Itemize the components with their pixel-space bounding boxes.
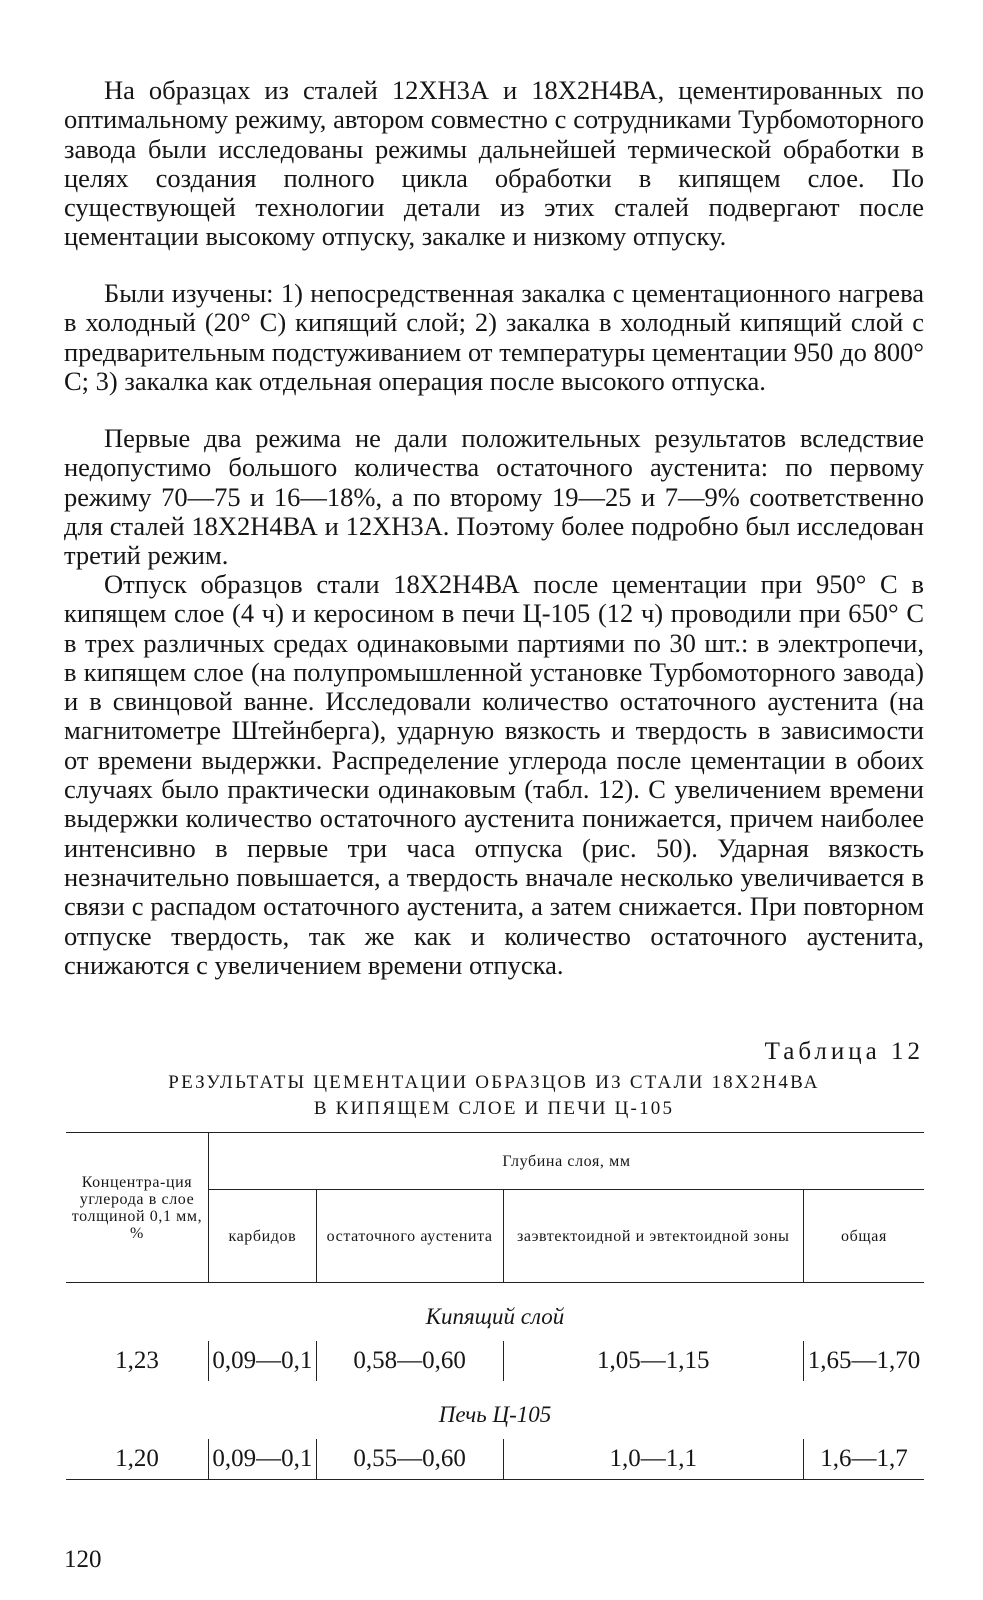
cell-carbides: 0,09—0,1 — [209, 1341, 317, 1381]
results-table — [66, 1132, 924, 1480]
table-row — [66, 1439, 924, 1480]
section-fluidized-bed: Кипящий слой — [425, 1304, 565, 1329]
subheader-total: общая — [803, 1190, 924, 1283]
cell-total: 1,65—1,70 — [803, 1341, 924, 1381]
cell-eutectoid: 1,05—1,15 — [503, 1341, 803, 1381]
header-carbon-concentration: Концентра-ция углерода в слое толщиной 0,1 мм, % — [66, 1133, 209, 1283]
cell-total: 1,6—1,7 — [803, 1439, 924, 1480]
table-label: Таблица 12 — [764, 1038, 924, 1065]
subheader-eutectoid-zone: заэвтектоидной и эвтектоидной зоны — [503, 1190, 803, 1283]
table-row — [66, 1341, 924, 1381]
paragraph-1: На образцах из сталей 12ХН3А и 18Х2Н4ВА, цементированных по оптимальному режиму, автором совместно с сотрудниками Турбомоторного завода были исследованы режимы дальнейшей термической обработки в целях создания полного цикла обработки в кипящем слое. По существующей технологии детали из этих сталей подвергают после цементации высокому отпуску, закалке и низкому отпуску. — [64, 75, 924, 252]
cell-carbon: 1,23 — [115, 1347, 159, 1374]
section-furnace: Печь Ц-105 — [438, 1402, 552, 1427]
cell-austenite: 0,55—0,60 — [316, 1439, 503, 1480]
paragraph-2: Были изучены: 1) непосредственная закалка с цементационного нагрева в холодный (20° С) кипящий слой; 2) закалка в холодный кипящий слой с предварительным подстуживанием от температуры цементации 950 до 800° С; 3) закалка как отдельная операция после высокого отпуска. — [64, 278, 924, 396]
table-title — [64, 1070, 924, 1122]
cell-carbon: 1,20 — [66, 1439, 209, 1480]
cell-austenite: 0,58—0,60 — [316, 1341, 503, 1381]
table-title-line-2: В КИПЯЩЕМ СЛОЕ И ПЕЧИ Ц-105 — [313, 1098, 675, 1119]
subheader-carbides: карбидов — [209, 1190, 317, 1283]
cell-eutectoid: 1,0—1,1 — [503, 1439, 803, 1480]
header-layer-depth: Глубина слоя, мм — [209, 1133, 925, 1190]
subheader-residual-austenite: остаточного аустенита — [316, 1190, 503, 1283]
table-title-line-1: РЕЗУЛЬТАТЫ ЦЕМЕНТАЦИИ ОБРАЗЦОВ ИЗ СТАЛИ 18Х2Н4ВА — [168, 1072, 820, 1093]
paragraph-4: Отпуск образцов стали 18Х2Н4ВА после цементации при 950° С в кипящем слое (4 ч) и керосином в печи Ц-105 (12 ч) проводили при 650° С в трех различных средах одинаковыми партиями по 30 шт.: в электропечи, в кипящем слое (на полупромышленной установке Турбомоторного завода) и в свинцовой ванне. Исследовали количество остаточного аустенита (на магнитометре Штейнберга), ударную вязкость и твердость в зависимости от времени выдержки. Распределение углерода после цементации в обоих случаях было практически одинаковым (табл. 12). С увеличением времени выдержки количество остаточного аустенита понижается, причем наиболее интенсивно в первые три часа отпуска (рис. 50). Ударная вязкость незначительно повышается, а твердость вначале несколько увеличивается в связи с распадом остаточного аустенита, а затем снижается. При повторном отпуске твердость, так же как и количество остаточного аустенита, снижаются с увеличением времени отпуска. — [64, 569, 924, 980]
paragraph-3: Первые два режима не дали положительных результатов вследствие недопустимо большого количества остаточного аустенита: по первому режиму 70—75 и 16—18%, а по второму 19—25 и 7—9% соответственно для сталей 18Х2Н4ВА и 12ХН3А. Поэтому более подробно был исследован третий режим. — [64, 423, 924, 571]
page-number: 120 — [64, 1546, 102, 1573]
cell-carbides: 0,09—0,1 — [209, 1439, 317, 1480]
